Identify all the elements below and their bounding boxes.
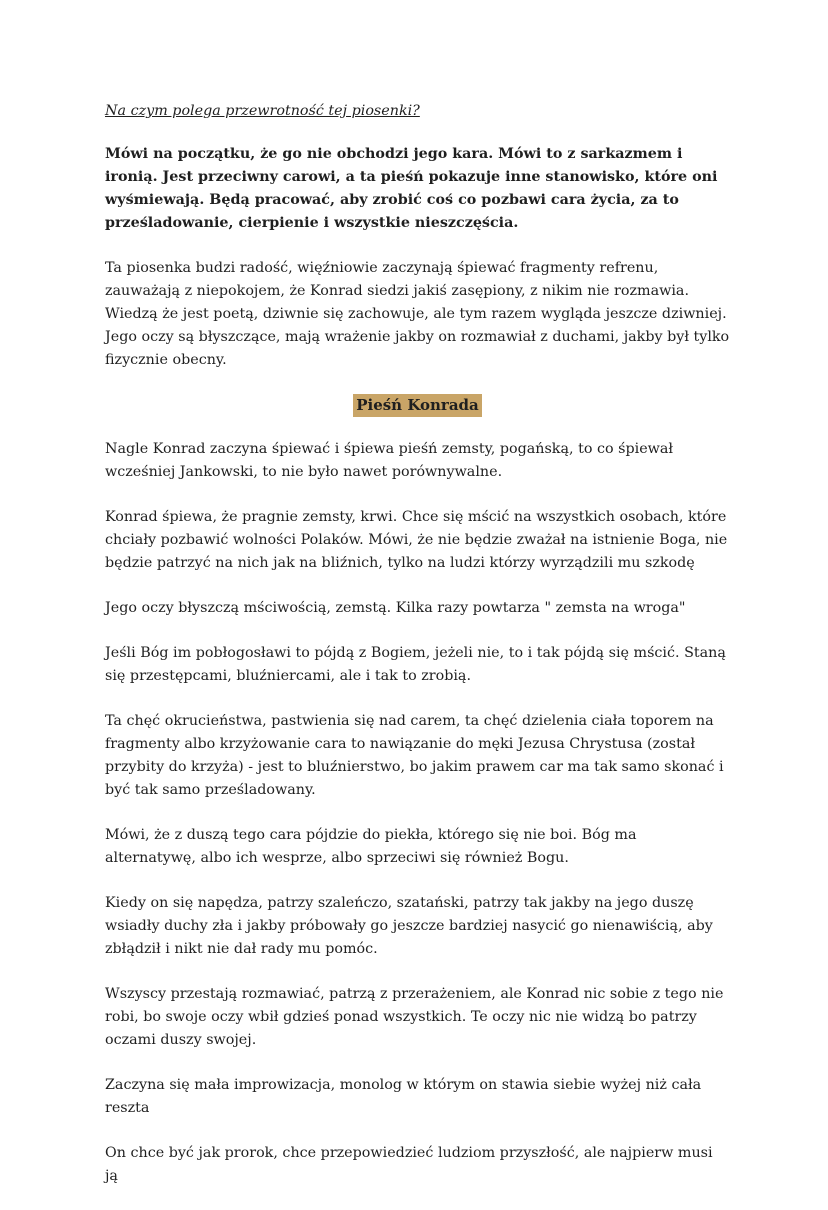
- body-paragraph: Jego oczy błyszczą mściwością, zemstą. Kilka razy powtarza " zemsta na wroga": [105, 600, 686, 616]
- document-page: [105, 100, 730, 1210]
- question-heading: Na czym polega przewrotność tej piosenki?: [105, 103, 420, 119]
- answer-paragraph: Mówi na początku, że go nie obchodzi jego kara. Mówi to z sarkazmem i ironią. Jest przeciwny carowi, a ta pieśń pokazuje inne stanowisko, które oni wyśmiewają. Będą pracować, aby zrobić coś co pozbawi cara życia, za to prześladowanie, cierpienie i wszystkie nieszczęścia.: [105, 146, 718, 231]
- body-paragraph: Kiedy on się napędza, patrzy szaleńczo, szatański, patrzy tak jakby na jego duszę wsiadły duchy zła i jakby próbowały go jeszcze bardziej nasycić go nienawiścią, aby zbłądził i nikt nie dał rady mu pomóc.: [105, 895, 713, 957]
- section-heading: Pieśń Konrada: [353, 394, 482, 417]
- body-paragraph: Ta chęć okrucieństwa, pastwienia się nad carem, ta chęć dzielenia ciała toporem na fragmenty albo krzyżowanie cara to nawiązanie do męki Jezusa Chrystusa (został przybity do krzyża) - jest to bluźnierstwo, bo jakim prawem car ma tak samo skonać i być tak samo prześladowany.: [105, 713, 724, 798]
- section-heading-wrap: [105, 394, 730, 418]
- body-paragraph: Mówi, że z duszą tego cara pójdzie do piekła, którego się nie boi. Bóg ma alternatywę, albo ich wesprze, albo sprzeciwi się również Bogu.: [105, 827, 637, 866]
- body-paragraph: On chce być jak prorok, chce przepowiedzieć ludziom przyszłość, ale najpierw musi ją: [105, 1145, 713, 1184]
- body-paragraph: Wszyscy przestają rozmawiać, patrzą z przerażeniem, ale Konrad nic sobie z tego nie robi, bo swoje oczy wbił gdzieś ponad wszystkich. Te oczy nic nie widzą bo patrzy oczami duszy swojej.: [105, 986, 724, 1048]
- body-paragraph: Zaczyna się mała improwizacja, monolog w którym on stawia siebie wyżej niż cała reszta: [105, 1077, 702, 1116]
- intro-paragraph: Ta piosenka budzi radość, więźniowie zaczynają śpiewać fragmenty refrenu, zauważają z niepokojem, że Konrad siedzi jakiś zasępiony, z nikim nie rozmawia. Wiedzą że jest poetą, dziwnie się zachowuje, ale tym razem wygląda jeszcze dziwniej. Jego oczy są błyszczące, mają wrażenie jakby on rozmawiał z duchami, jakby był tylko fizycznie obecny.: [105, 260, 730, 368]
- body-paragraph: Nagle Konrad zaczyna śpiewać i śpiewa pieśń zemsty, pogańską, to co śpiewał wcześniej Jankowski, to nie było nawet porównywalne.: [105, 441, 674, 480]
- body-paragraph: Jeśli Bóg im pobłogosławi to pójdą z Bogiem, jeżeli nie, to i tak pójdą się mścić. Staną się przestępcami, bluźniercami, ale i tak to zrobią.: [105, 645, 726, 684]
- body-paragraph: Konrad śpiewa, że pragnie zemsty, krwi. Chce się mścić na wszystkich osobach, które chciały pozbawić wolności Polaków. Mówi, że nie będzie zważał na istnienie Boga, nie będzie patrzyć na nich jak na bliźnich, tylko na ludzi którzy wyrządzili mu szkodę: [105, 509, 728, 571]
